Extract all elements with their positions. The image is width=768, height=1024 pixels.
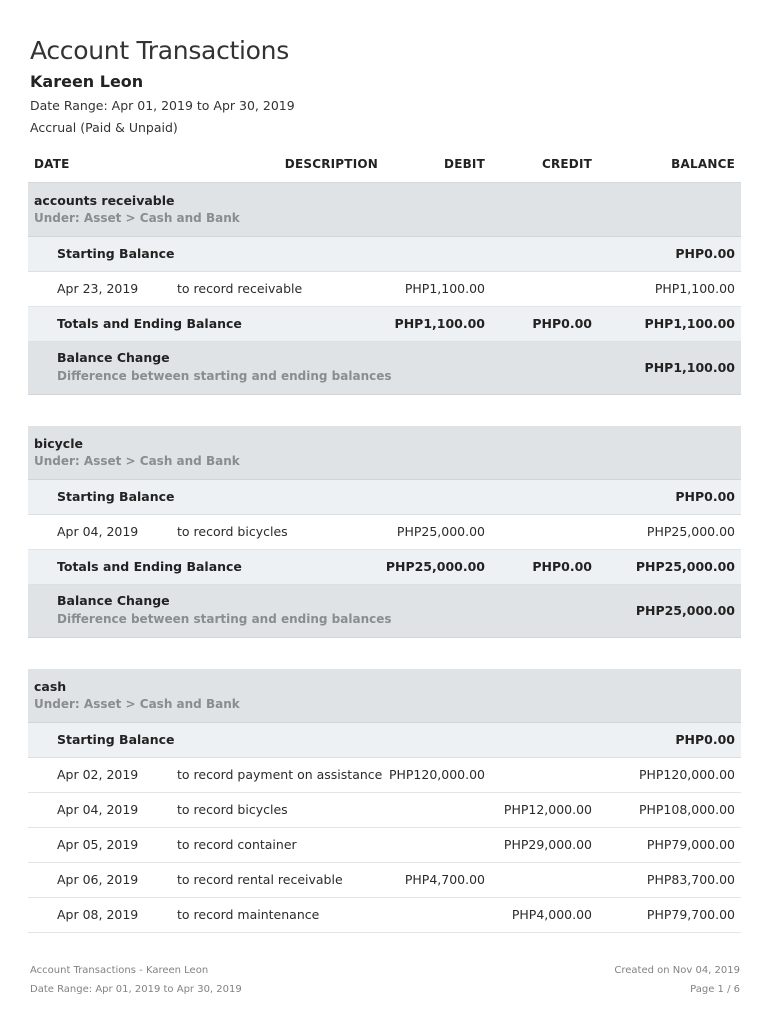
starting-balance-label: Starting Balance xyxy=(57,246,175,261)
totals-debit: PHP1,100.00 xyxy=(394,316,485,331)
footer-date-range: Date Range: Apr 01, 2019 to Apr 30, 2019 xyxy=(30,984,242,995)
row-credit: PHP4,000.00 xyxy=(511,907,592,922)
table-header xyxy=(28,148,741,183)
row-balance: PHP83,700.00 xyxy=(646,872,735,887)
account-group-header xyxy=(28,669,741,723)
totals-credit: PHP0.00 xyxy=(532,559,592,574)
balance-change-row xyxy=(28,342,741,395)
accounting-basis: Accrual (Paid & Unpaid) xyxy=(30,120,178,135)
row-description: to record payment on assistance xyxy=(177,767,383,782)
column-date: DATE xyxy=(34,157,70,171)
table-row xyxy=(28,272,741,307)
account-category: Under: Asset > Cash and Bank xyxy=(34,211,240,225)
row-balance: PHP120,000.00 xyxy=(638,767,735,782)
row-date: Apr 06, 2019 xyxy=(57,872,139,887)
row-credit: PHP29,000.00 xyxy=(503,837,592,852)
account-name: cash xyxy=(34,679,67,694)
starting-balance-row xyxy=(28,480,741,515)
balance-change-value: PHP25,000.00 xyxy=(635,603,735,618)
balance-change-value: PHP1,100.00 xyxy=(644,360,735,375)
row-date: Apr 05, 2019 xyxy=(57,837,139,852)
row-date: Apr 23, 2019 xyxy=(57,281,139,296)
table-row xyxy=(28,793,741,828)
table-row xyxy=(28,515,741,550)
date-range: Date Range: Apr 01, 2019 to Apr 30, 2019 xyxy=(30,98,295,113)
account-name: bicycle xyxy=(34,436,83,451)
account-category: Under: Asset > Cash and Bank xyxy=(34,454,240,468)
row-description: to record bicycles xyxy=(177,524,288,539)
starting-balance-row xyxy=(28,723,741,758)
row-balance: PHP79,000.00 xyxy=(646,837,735,852)
table-row xyxy=(28,828,741,863)
totals-label: Totals and Ending Balance xyxy=(57,559,242,574)
row-date: Apr 04, 2019 xyxy=(57,524,139,539)
column-description: DESCRIPTION xyxy=(284,157,378,171)
totals-credit: PHP0.00 xyxy=(532,316,592,331)
row-description: to record receivable xyxy=(177,281,303,296)
footer-created-date: Created on Nov 04, 2019 xyxy=(614,965,740,976)
balance-change-description: Difference between starting and ending balances xyxy=(57,612,392,626)
totals-label: Totals and Ending Balance xyxy=(57,316,242,331)
footer-page-number: Page 1 / 6 xyxy=(690,984,740,995)
account-category: Under: Asset > Cash and Bank xyxy=(34,697,240,711)
row-date: Apr 08, 2019 xyxy=(57,907,139,922)
report-title: Account Transactions xyxy=(30,36,289,65)
balance-change-row xyxy=(28,585,741,638)
starting-balance-value: PHP0.00 xyxy=(675,732,735,747)
balance-change-description: Difference between starting and ending balances xyxy=(57,369,392,383)
footer-report-name: Account Transactions - Kareen Leon xyxy=(30,965,209,976)
row-debit: PHP25,000.00 xyxy=(396,524,485,539)
contact-name: Kareen Leon xyxy=(30,72,144,91)
totals-balance: PHP25,000.00 xyxy=(635,559,735,574)
row-description: to record maintenance xyxy=(177,907,320,922)
totals-debit: PHP25,000.00 xyxy=(385,559,485,574)
totals-row xyxy=(28,550,741,585)
row-balance: PHP1,100.00 xyxy=(654,281,735,296)
totals-balance: PHP1,100.00 xyxy=(644,316,735,331)
row-date: Apr 02, 2019 xyxy=(57,767,139,782)
row-description: to record rental receivable xyxy=(177,872,343,887)
row-debit: PHP4,700.00 xyxy=(404,872,485,887)
row-debit: PHP1,100.00 xyxy=(404,281,485,296)
starting-balance-value: PHP0.00 xyxy=(675,489,735,504)
row-description: to record container xyxy=(177,837,297,852)
column-credit: CREDIT xyxy=(541,157,592,171)
starting-balance-value: PHP0.00 xyxy=(675,246,735,261)
row-balance: PHP108,000.00 xyxy=(638,802,735,817)
account-group-header xyxy=(28,426,741,480)
table-row xyxy=(28,758,741,793)
balance-change-label: Balance Change xyxy=(57,593,170,608)
totals-row xyxy=(28,307,741,342)
table-row xyxy=(28,898,741,933)
row-date: Apr 04, 2019 xyxy=(57,802,139,817)
row-balance: PHP79,700.00 xyxy=(646,907,735,922)
column-debit: DEBIT xyxy=(444,157,485,171)
row-debit: PHP120,000.00 xyxy=(388,767,485,782)
row-balance: PHP25,000.00 xyxy=(646,524,735,539)
starting-balance-label: Starting Balance xyxy=(57,489,175,504)
account-group-header xyxy=(28,183,741,237)
balance-change-label: Balance Change xyxy=(57,350,170,365)
row-credit: PHP12,000.00 xyxy=(503,802,592,817)
starting-balance-label: Starting Balance xyxy=(57,732,175,747)
row-description: to record bicycles xyxy=(177,802,288,817)
table-row xyxy=(28,863,741,898)
column-balance: BALANCE xyxy=(671,157,735,171)
account-name: accounts receivable xyxy=(34,193,175,208)
starting-balance-row xyxy=(28,237,741,272)
